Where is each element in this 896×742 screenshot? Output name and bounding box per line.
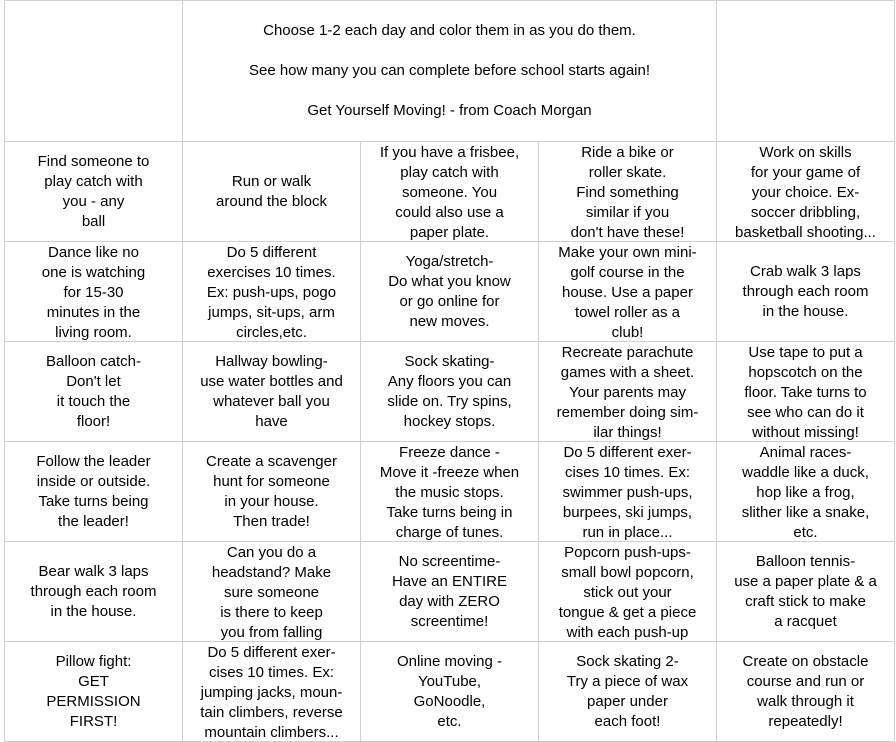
activity-text: Sock skating 2- Try a piece of wax paper under each foot! <box>566 652 689 730</box>
activity-text: Hallway bowling- use water bottles and whatever ball you have <box>200 352 343 430</box>
activity-text: Freeze dance - Move it -freeze when the music stops. Take turns being in charge of tunes. <box>379 443 520 541</box>
activity-cell[interactable] <box>361 542 539 642</box>
activity-cell[interactable] <box>539 142 717 242</box>
activity-text: Do 5 different exer- cises 10 times. Ex: swimmer push-ups, burpees, ski jumps, run in place... <box>562 443 693 541</box>
activity-cell[interactable] <box>5 442 183 542</box>
activity-text: Pillow fight: GET PERMISSION FIRST! <box>46 652 141 730</box>
activity-text: Yoga/stretch- Do what you know or go online for new moves. <box>388 252 511 330</box>
activity-text: No screentime- Have an ENTIRE day with ZERO screentime! <box>391 552 508 630</box>
activity-cell[interactable] <box>717 442 895 542</box>
activity-text: Dance like no one is watching for 15-30 minutes in the living room. <box>41 243 146 341</box>
activity-cell[interactable] <box>183 242 361 342</box>
activity-text: If you have a frisbee, play catch with someone. You could also use a paper plate. <box>379 143 520 241</box>
activity-text: Online moving - YouTube, GoNoodle, etc. <box>396 652 503 730</box>
activity-cell[interactable] <box>539 342 717 442</box>
activity-text: Can you do a headstand? Make sure someone is there to keep you from falling <box>211 543 332 641</box>
activity-text: Follow the leader inside or outside. Take turns being the leader! <box>36 452 151 530</box>
table-row <box>5 442 895 542</box>
header-cell-right[interactable] <box>717 1 895 142</box>
activity-cell[interactable] <box>5 342 183 442</box>
activity-text: Create a scavenger hunt for someone in your house. Then trade! <box>206 452 337 530</box>
activity-cell[interactable] <box>717 542 895 642</box>
table-row <box>5 142 895 242</box>
activity-text: Make your own mini- golf course in the house. Use a paper towel roller as a club! <box>558 243 697 341</box>
activity-text: Ride a bike or roller skate. Find something similar if you don't have these! <box>570 143 685 241</box>
activity-cell[interactable] <box>361 142 539 242</box>
activity-text: Bear walk 3 laps through each room in the house. <box>30 562 157 620</box>
table-row <box>5 542 895 642</box>
activity-cell[interactable] <box>5 242 183 342</box>
activity-text: Do 5 different exer- cises 10 times. Ex: jumping jacks, moun- tain climbers, reverse mountain climbers... <box>200 643 343 741</box>
activity-text: Crab walk 3 laps through each room in the house. <box>742 262 869 320</box>
activity-cell[interactable] <box>5 542 183 642</box>
activity-cell[interactable] <box>539 542 717 642</box>
activity-grid <box>4 0 895 742</box>
activity-cell[interactable] <box>5 142 183 242</box>
activity-cell[interactable] <box>717 642 895 742</box>
activity-text: Balloon tennis- use a paper plate & a craft stick to make a racquet <box>734 552 877 630</box>
activity-text: Balloon catch- Don't let it touch the floor! <box>45 352 142 430</box>
table-row <box>5 242 895 342</box>
activity-cell[interactable] <box>361 242 539 342</box>
header-line-2: See how many you can complete before school starts again! <box>248 62 651 79</box>
activity-cell[interactable] <box>361 442 539 542</box>
activity-text: Create on obstacle course and run or walk through it repeatedly! <box>742 652 869 730</box>
activity-cell[interactable] <box>539 642 717 742</box>
activity-cell[interactable] <box>539 242 717 342</box>
activity-cell[interactable] <box>183 342 361 442</box>
activity-cell[interactable] <box>183 442 361 542</box>
activity-cell[interactable] <box>183 142 361 242</box>
activity-cell[interactable] <box>183 542 361 642</box>
activity-text: Animal races- waddle like a duck, hop like a frog, slither like a snake, etc. <box>741 443 870 541</box>
header-cell-left[interactable] <box>5 1 183 142</box>
activity-cell[interactable] <box>717 342 895 442</box>
table-row <box>5 642 895 742</box>
activity-cell[interactable] <box>361 642 539 742</box>
activity-text: Popcorn push-ups- small bowl popcorn, stick out your tongue & get a piece with each push-up <box>558 543 697 641</box>
header-line-3: Get Yourself Moving! - from Coach Morgan <box>307 102 592 119</box>
activity-text: Use tape to put a hopscotch on the floor. Take turns to see who can do it without missing! <box>744 343 867 441</box>
activity-cell[interactable] <box>5 642 183 742</box>
activity-text: Find someone to play catch with you - any ball <box>37 152 150 230</box>
activity-cell[interactable] <box>717 142 895 242</box>
activity-text: Work on skills for your game of your choice. Ex- soccer dribbling, basketball shooting... <box>735 143 876 241</box>
header-line-1: Choose 1-2 each day and color them in as you do them. <box>263 22 636 39</box>
activity-cell[interactable] <box>183 642 361 742</box>
activity-text: Do 5 different exercises 10 times. Ex: push-ups, pogo jumps, sit-ups, arm circles,etc. <box>206 243 337 341</box>
activity-cell[interactable] <box>361 342 539 442</box>
header-row <box>5 1 895 142</box>
activity-text: Sock skating- Any floors you can slide on. Try spins, hockey stops. <box>387 352 512 430</box>
activity-text: Run or walk around the block <box>216 172 327 210</box>
activity-cell[interactable] <box>717 242 895 342</box>
table-row <box>5 342 895 442</box>
activity-text: Recreate parachute games with a sheet. Your parents may remember doing sim- ilar things! <box>556 343 699 441</box>
header-cell[interactable] <box>183 1 717 142</box>
activity-cell[interactable] <box>539 442 717 542</box>
